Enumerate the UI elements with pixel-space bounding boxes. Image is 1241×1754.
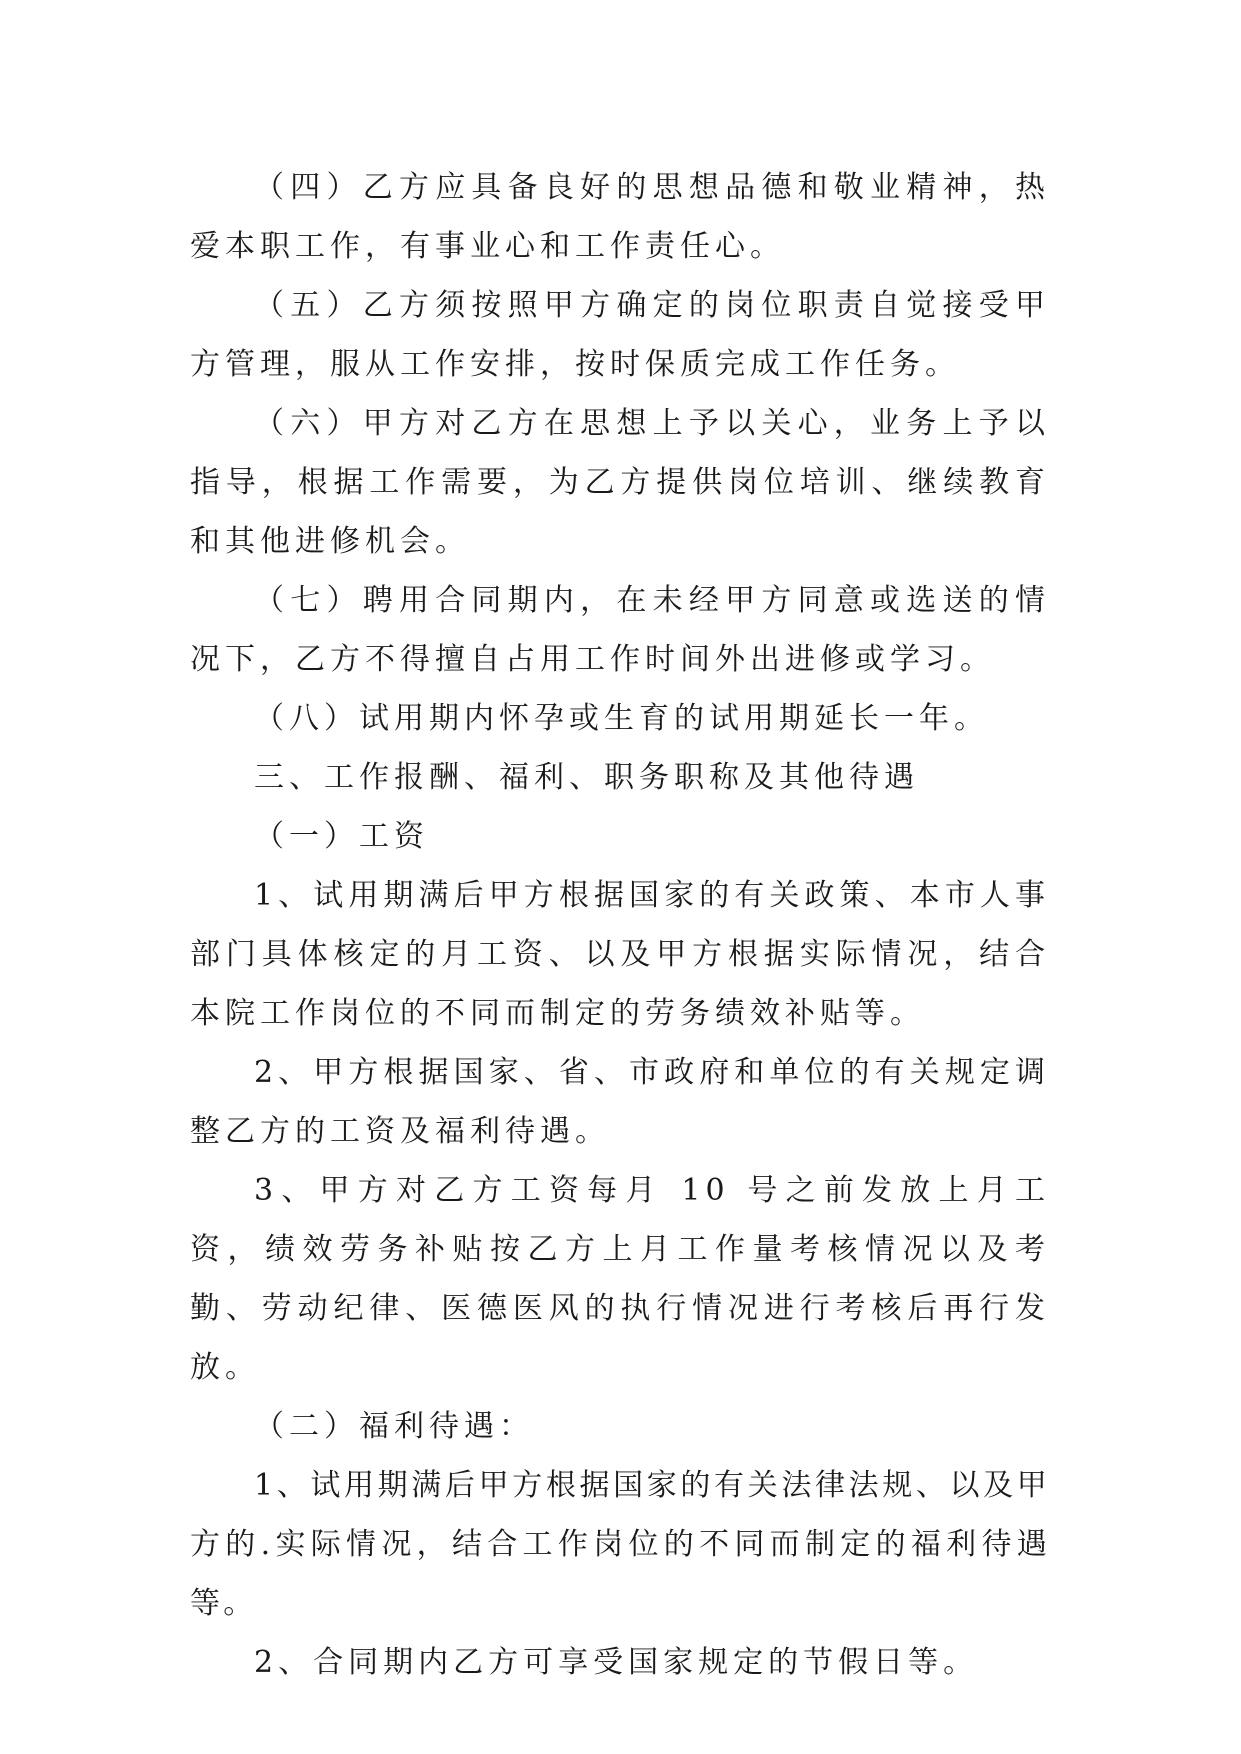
welfare-item-2: 2、合同期内乙方可享受国家规定的节假日等。 (254, 1645, 979, 1680)
salary-item-3: 3、甲方对乙方工资每月 10 号之前发放上月工资，绩效劳务补贴按乙方上月工作量考核情况以及考勤、劳动纪律、医德医风的执行情况进行考核后再行发放。 (190, 1173, 1050, 1385)
salary-item-2: 2、甲方根据国家、省、市政府和单位的有关规定调整乙方的工资及福利待遇。 (190, 1055, 1050, 1149)
section-three-heading: 三、工作报酬、福利、职务职称及其他待遇 (254, 760, 919, 795)
subsection-welfare-heading: （二）福利待遇： (254, 1409, 534, 1444)
clause-seven: （七）聘用合同期内，在未经甲方同意或选送的情况下，乙方不得擅自占用工作时间外出进修或学习。 (190, 583, 1050, 677)
document-body (190, 158, 1050, 1692)
clause-eight: （八）试用期内怀孕或生育的试用期延长一年。 (254, 701, 989, 736)
subsection-salary-heading: （一）工资 (254, 819, 429, 854)
clause-four: （四）乙方应具备良好的思想品德和敬业精神，热爱本职工作，有事业心和工作责任心。 (190, 170, 1050, 264)
clause-five: （五）乙方须按照甲方确定的岗位职责自觉接受甲方管理，服从工作安排，按时保质完成工作任务。 (190, 288, 1050, 382)
salary-item-1: 1、试用期满后甲方根据国家的有关政策、本市人事部门具体核定的月工资、以及甲方根据实际情况，结合本院工作岗位的不同而制定的劳务绩效补贴等。 (190, 878, 1050, 1031)
welfare-item-1: 1、试用期满后甲方根据国家的有关法律法规、以及甲方的.实际情况，结合工作岗位的不同而制定的福利待遇等。 (190, 1468, 1050, 1621)
clause-six: （六）甲方对乙方在思想上予以关心，业务上予以指导，根据工作需要，为乙方提供岗位培训、继续教育和其他进修机会。 (190, 406, 1050, 559)
